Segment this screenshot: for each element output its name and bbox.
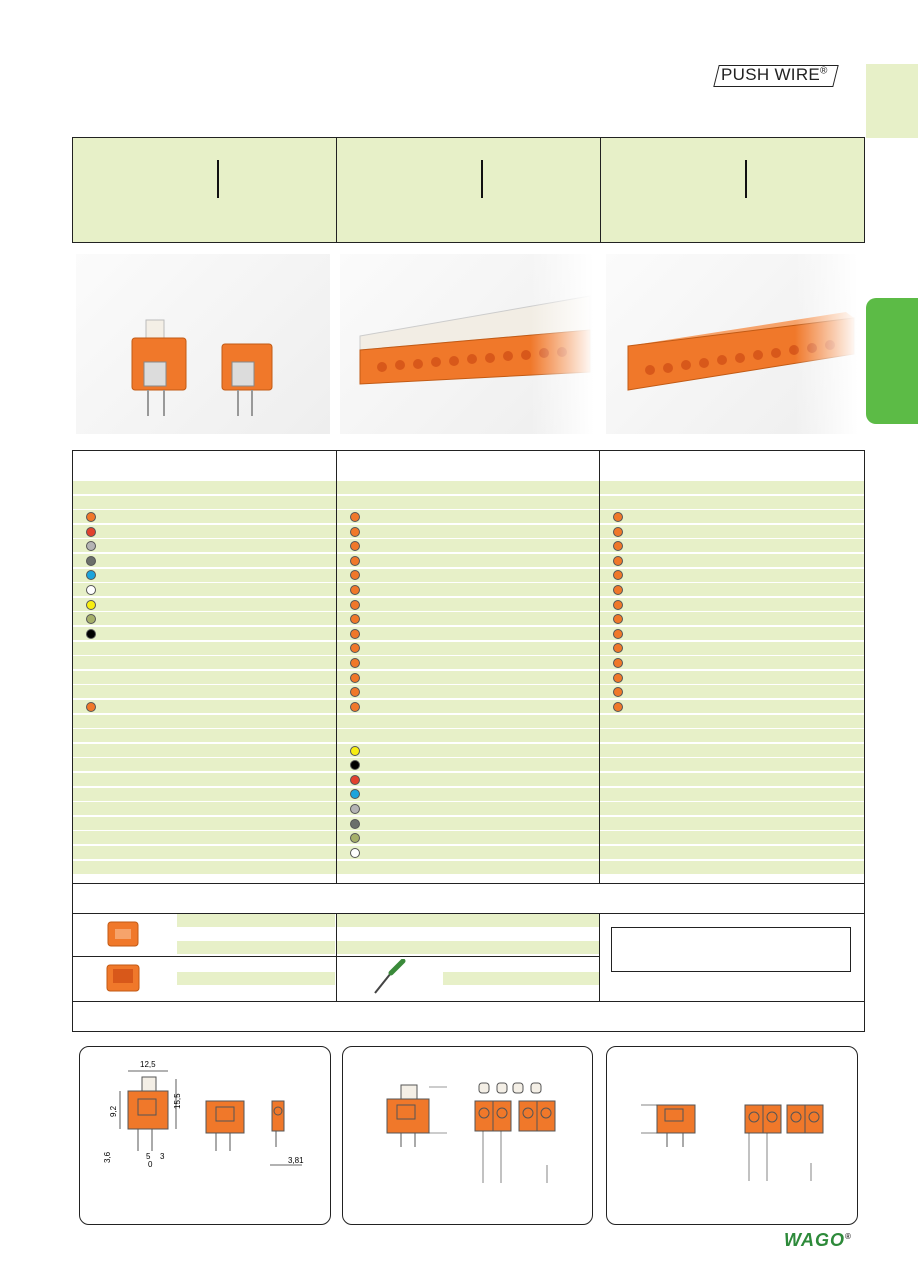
table-row: [600, 744, 864, 757]
table-row: [73, 846, 336, 859]
color-swatch-dark-gray: [86, 556, 96, 566]
table-row: [600, 671, 864, 684]
brand-registered-mark: ®: [820, 65, 828, 77]
dim-offset: 3: [160, 1152, 165, 1161]
table-row: [337, 773, 599, 786]
color-swatch-orange: [86, 702, 96, 712]
table-row: [337, 758, 599, 771]
table-row: [73, 773, 336, 786]
end-plate-image: [103, 961, 143, 995]
table-row: [73, 802, 336, 815]
color-swatch-white: [86, 585, 96, 595]
table-row: [337, 539, 599, 552]
color-swatch-orange: [350, 527, 360, 537]
dim-body-height: 9,2: [109, 1105, 118, 1117]
table-row: [600, 583, 864, 596]
section-divider: [73, 883, 864, 884]
product-photo-strip: [606, 254, 858, 434]
dim-height: 15,5: [173, 1093, 182, 1109]
column-header-2: [337, 451, 600, 482]
table-row: [73, 700, 336, 713]
table-row: [73, 569, 336, 582]
table-row: [337, 846, 599, 859]
table-row: [600, 700, 864, 713]
table-row: [337, 744, 599, 757]
table-row: [337, 642, 599, 655]
table-row: [337, 817, 599, 830]
table-row: [73, 685, 336, 698]
table-row: [73, 642, 336, 655]
dim-width: 12,5: [140, 1060, 156, 1069]
color-swatch-orange: [350, 600, 360, 610]
accessory-row: [177, 941, 335, 954]
table-row: [337, 802, 599, 815]
table-row: [73, 583, 336, 596]
color-swatch-orange: [350, 658, 360, 668]
color-swatch-orange: [613, 629, 623, 639]
table-row: [73, 598, 336, 611]
table-row: [337, 715, 599, 728]
table-row: [600, 510, 864, 523]
color-swatch-orange: [613, 556, 623, 566]
color-swatch-orange: [350, 629, 360, 639]
color-swatch-orange: [350, 512, 360, 522]
table-row: [73, 744, 336, 757]
table-row: [600, 554, 864, 567]
header-cell-3: [601, 138, 864, 242]
table-row: [337, 525, 599, 538]
header-cell-1: [73, 138, 337, 242]
color-swatch-dark-gray: [350, 819, 360, 829]
table-row: [73, 656, 336, 669]
color-swatch-orange: [86, 512, 96, 522]
table-row: [337, 861, 599, 874]
table-row: [600, 831, 864, 844]
table-row: [337, 598, 599, 611]
table-row: [600, 569, 864, 582]
table-row: [337, 569, 599, 582]
dim-pin-length: 3,6: [103, 1151, 112, 1163]
color-swatch-orange: [350, 585, 360, 595]
table-row: [600, 598, 864, 611]
table-row: [73, 612, 336, 625]
table-row: [600, 627, 864, 640]
table-row: [73, 817, 336, 830]
wago-logo: [784, 1230, 852, 1251]
table-row: [600, 715, 864, 728]
column-header-3: [600, 451, 864, 482]
header-marker-2: [481, 160, 483, 198]
dimension-drawing-strip: [606, 1046, 858, 1225]
table-row: [337, 831, 599, 844]
ordering-table: [72, 450, 865, 1032]
table-row: [73, 496, 336, 509]
table-row: [600, 773, 864, 786]
color-swatch-white: [350, 848, 360, 858]
color-swatch-orange: [350, 673, 360, 683]
table-row: [73, 861, 336, 874]
column-header-1: [73, 451, 337, 482]
table-row: [73, 627, 336, 640]
dimension-drawing-with-buttons: [342, 1046, 593, 1225]
color-swatch-red: [350, 775, 360, 785]
table-row: [600, 788, 864, 801]
table-row: [337, 788, 599, 801]
table-row: [73, 671, 336, 684]
marker-card-image: [105, 919, 141, 949]
table-row: [337, 554, 599, 567]
table-row: [600, 539, 864, 552]
accessory-row: [337, 941, 599, 954]
table-row: [337, 627, 599, 640]
table-row: [337, 700, 599, 713]
table-row: [600, 758, 864, 771]
table-row: [600, 685, 864, 698]
color-swatch-orange: [350, 556, 360, 566]
table-row: [600, 481, 864, 494]
dim-pin-diameter: 0: [148, 1160, 153, 1169]
dimension-drawing-single: [79, 1046, 331, 1225]
note-box: [611, 927, 851, 972]
table-row: [73, 510, 336, 523]
color-swatch-yellow: [86, 600, 96, 610]
color-swatch-yellow: [350, 746, 360, 756]
table-row: [337, 671, 599, 684]
header-cell-2: [337, 138, 601, 242]
color-swatch-orange: [613, 585, 623, 595]
color-swatch-light-gray: [350, 804, 360, 814]
table-row: [73, 758, 336, 771]
table-row: [337, 481, 599, 494]
table-row: [337, 510, 599, 523]
table-row: [73, 481, 336, 494]
table-row: [337, 583, 599, 596]
table-row: [600, 729, 864, 742]
header-marker-1: [217, 160, 219, 198]
table-row: [73, 539, 336, 552]
color-swatch-orange: [613, 673, 623, 683]
color-swatch-red: [86, 527, 96, 537]
accessory-row: [443, 972, 599, 985]
table-row: [73, 715, 336, 728]
dim-depth: 3,81: [288, 1156, 304, 1165]
accessory-row: [177, 972, 335, 985]
color-swatch-orange: [350, 702, 360, 712]
logo-registered-mark: ®: [845, 1232, 852, 1241]
brand-logo: [712, 63, 844, 87]
accessory-row: [177, 914, 335, 927]
color-swatch-orange: [613, 658, 623, 668]
table-row: [600, 496, 864, 509]
screwdriver-icon: [369, 959, 409, 997]
table-row: [337, 685, 599, 698]
table-row: [337, 496, 599, 509]
accessory-divider-2: [599, 913, 600, 1001]
dim-pitch: 5: [146, 1152, 151, 1161]
color-swatch-orange: [613, 600, 623, 610]
section-divider: [73, 1001, 864, 1002]
color-swatch-orange: [613, 527, 623, 537]
table-row: [73, 831, 336, 844]
product-photo-single: [76, 254, 330, 434]
table-row: [337, 729, 599, 742]
table-row: [73, 788, 336, 801]
table-row: [600, 846, 864, 859]
side-tab-top: [866, 64, 918, 138]
product-photo-strip-with-buttons: [340, 254, 594, 434]
table-row: [600, 802, 864, 815]
table-row: [73, 525, 336, 538]
table-row: [73, 729, 336, 742]
table-row: [600, 817, 864, 830]
product-header-block: [72, 137, 865, 243]
table-row: [600, 656, 864, 669]
table-row: [600, 642, 864, 655]
color-swatch-orange: [613, 702, 623, 712]
table-row: [600, 612, 864, 625]
color-swatch-black: [86, 629, 96, 639]
table-row: [600, 861, 864, 874]
table-row: [73, 554, 336, 567]
brand-name: PUSH WIRE: [721, 65, 821, 84]
table-row: [337, 656, 599, 669]
accessory-row: [337, 914, 599, 927]
header-marker-3: [745, 160, 747, 198]
logo-name: WAGO: [784, 1230, 845, 1250]
table-row: [600, 525, 864, 538]
accessory-row-divider: [73, 956, 599, 957]
color-swatch-orange: [613, 512, 623, 522]
side-tab-green[interactable]: [866, 298, 918, 424]
table-row: [337, 612, 599, 625]
